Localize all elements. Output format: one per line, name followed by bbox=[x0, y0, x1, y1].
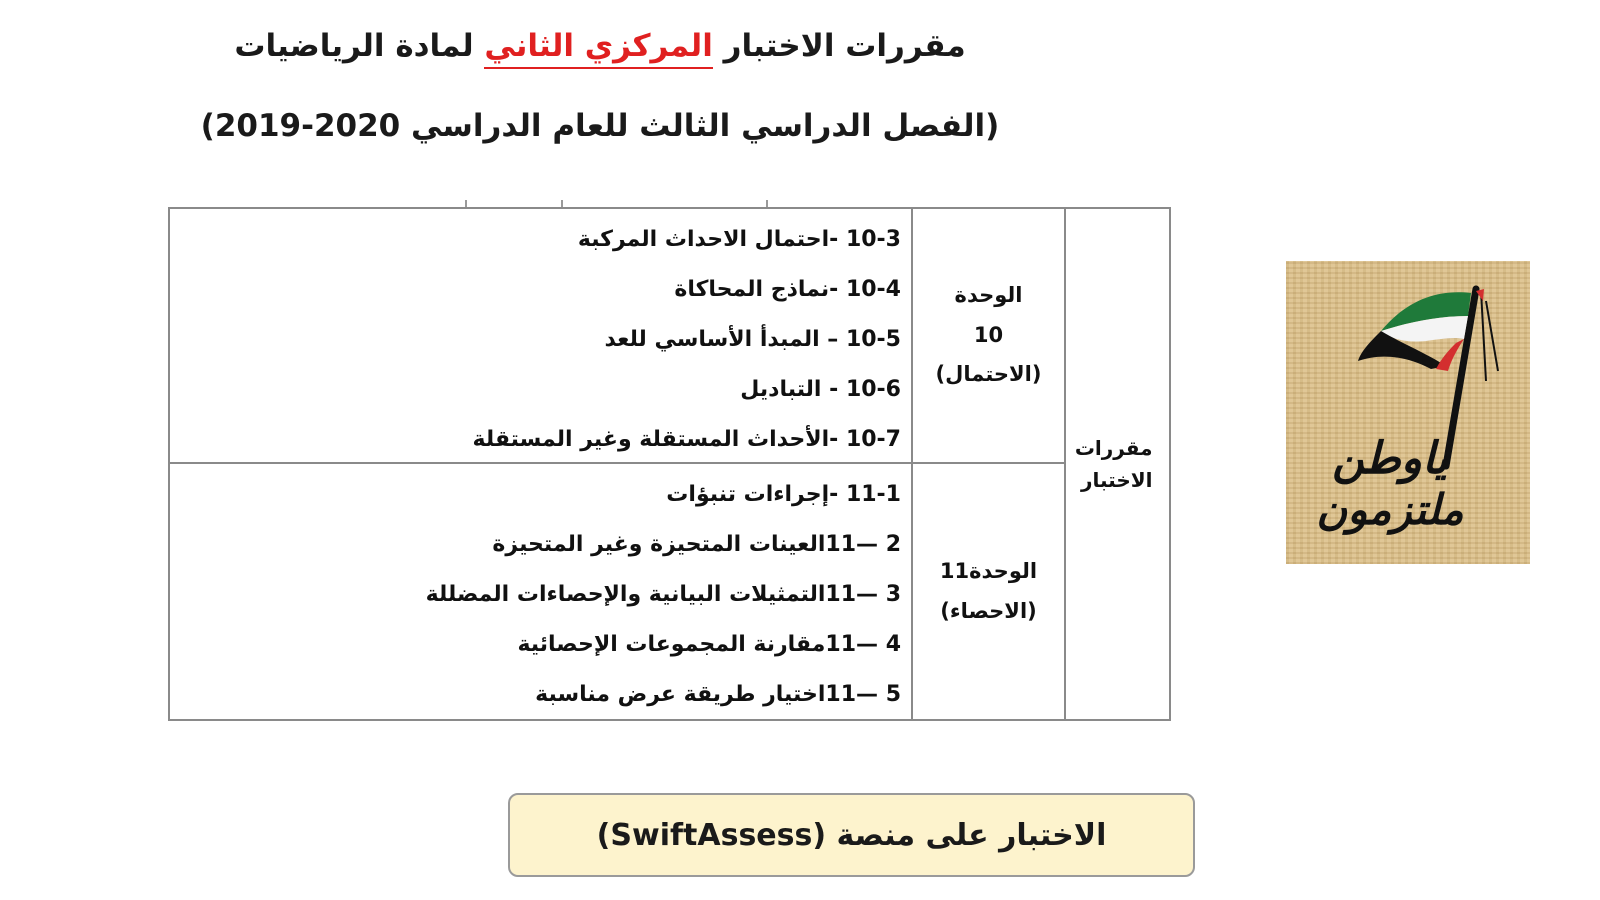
title-part1: مقررات الاختبار bbox=[723, 28, 966, 64]
unit-topic: (الاحصاء) bbox=[940, 598, 1037, 623]
page-subtitle: (الفصل الدراسي الثالث للعام الدراسي 2020-2019) bbox=[200, 108, 1000, 144]
logo-text-line1: ياوطن bbox=[1332, 433, 1448, 484]
lesson-item: 10-3 -احتمال الاحداث المركبة bbox=[577, 227, 901, 252]
title-highlight: المركزي الثاني bbox=[484, 28, 712, 69]
unit-name-cell bbox=[911, 464, 1064, 719]
lesson-item: 3 —11التمثيلات البيانية والإحصاءات المضللة bbox=[425, 582, 901, 607]
lesson-item: 5 —11اختيار طريقة عرض مناسبة bbox=[535, 682, 901, 707]
units-column bbox=[168, 209, 1064, 719]
unit-name: الوحدة bbox=[954, 282, 1023, 307]
unit-row-10 bbox=[168, 209, 1064, 464]
platform-note: الاختبار على منصة (SwiftAssess) bbox=[596, 817, 1107, 853]
lesson-item: 4 —11مقارنة المجموعات الإحصائية bbox=[517, 632, 901, 657]
lesson-item: 11-1 -إجراءات تنبؤات bbox=[666, 482, 901, 507]
unit-name: الوحدة11 bbox=[939, 558, 1038, 583]
page-title bbox=[200, 28, 1000, 64]
unit-number: 10 bbox=[973, 322, 1004, 347]
lesson-item: 10-5 – المبدأ الأساسي للعد bbox=[604, 327, 901, 352]
row-label: مقررات الاختبار bbox=[1074, 436, 1153, 492]
lesson-item: 10-4 -نماذج المحاكاة bbox=[674, 277, 901, 302]
syllabus-table bbox=[168, 207, 1171, 721]
lessons-list bbox=[170, 209, 911, 462]
logo-text-line2: ملتزمون bbox=[1316, 485, 1464, 534]
title-part2: لمادة الرياضيات bbox=[234, 28, 474, 64]
lessons-list bbox=[170, 464, 911, 719]
lesson-item: 2 —11العينات المتحيزة وغير المتحيزة bbox=[492, 532, 901, 557]
lesson-item: 10-6 - التباديل bbox=[740, 377, 901, 402]
unit-name-cell bbox=[911, 209, 1064, 462]
logo bbox=[1286, 261, 1530, 564]
unit-topic: (الاحتمال) bbox=[935, 362, 1042, 387]
row-label-cell bbox=[1064, 209, 1169, 719]
lesson-item: 10-7 -الأحداث المستقلة وغير المستقلة bbox=[472, 427, 901, 452]
platform-note-box bbox=[508, 793, 1195, 877]
unit-row-11 bbox=[168, 464, 1064, 719]
